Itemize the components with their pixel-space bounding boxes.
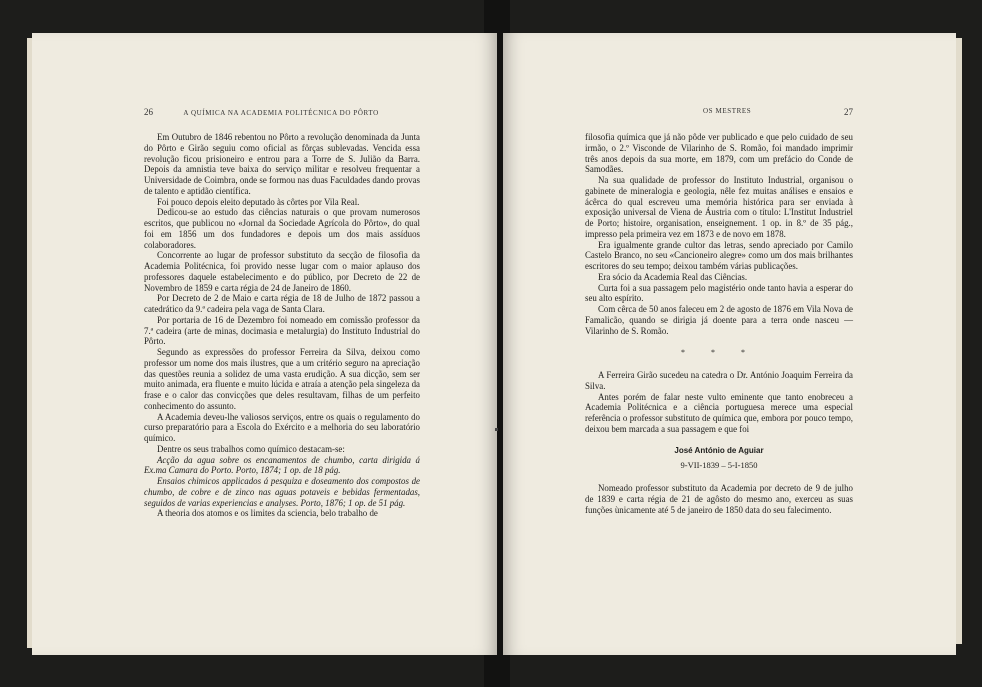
paragraph: Foi pouco depois eleito deputado às côrtes por Vila Real.: [157, 196, 360, 207]
biography-dates: 9-VII-1839 – 5-I-1850: [680, 460, 758, 471]
paragraph: Era igualmente grande cultor das letras, sendo apreciado por Camilo Castelo Branco, no seu «Cancioneiro alegre» como um dos mais brilhantes escritores do seu tempo; deixou também várias publicações.: [585, 239, 853, 271]
paragraph: Em Outubro de 1846 rebentou no Pôrto a revolução denominada da Junta do Pôrto e Girão seguiu como oficial as fôrças sublevadas. Vencida essa revolução ficou prisioneiro e entrou para a Torre de S. Julião da Barra. Depois da amnistia teve baixa do serviço militar e resolveu frequentar a Universidade de Coimbra, onde se formou nas duas Faculdades dando provas de talento e aptidão científica.: [144, 132, 420, 196]
right-running-head: OS MESTRES: [703, 107, 752, 115]
margin-mark: [495, 428, 498, 431]
paragraph: filosofia química que já não pôde ver publicado e que pelo cuidado de seu irmão, o 2.º Visconde de Vilarinho de S. Romão, foi mandado imprimir três anos depois da sua morte, em 1879, com um prefácio do Conde de Samodães.: [585, 132, 853, 175]
left-page-header: [144, 107, 379, 117]
paragraph: A Ferreira Girão sucedeu na catedra o Dr. António Joaquim Ferreira da Silva.: [585, 370, 853, 391]
left-page: [32, 33, 497, 655]
paragraph: Curta foi a sua passagem pelo magistério onde tanto havia a esperar do seu alto espírito.: [585, 282, 853, 304]
paragraph: Antes porém de falar neste vulto eminente que tanto enobreceu a Academia Politécnica e a ciência portuguesa merece uma especial referência o professor substituto de química que, embora por pouco tempo, deixou bem marcada a sua passagem e que foi: [585, 391, 853, 434]
paragraph: Por Decreto de 2 de Maio e carta régia de 18 de Julho de 1872 passou a catedrático da 9.ª cadeira pela vaga de Santa Clara.: [144, 293, 420, 314]
paragraph: Segundo as expressões do professor Ferreira da Silva, deixou como professor um nome dos mais ilustres, que a um critério seguro na apreciação das questões reunia a solidez de uma vasta erudição. A sua dicção, sem ser muito animada, era fluente e muito lúcida e atraía a atenção pela singeleza da frase e o calor das convicções que deles resultavam, filhas de um perfeito conhecimento do assunto.: [144, 347, 420, 411]
right-page: [503, 33, 956, 655]
left-page-body: [144, 132, 420, 519]
paragraph: Na sua qualidade de professor do Instituto Industrial, organisou o gabinete de mineralogia e geologia, nêle fez muitas análises e ensaios e ácêrca do qual escreveu uma memória histórica para ser enviada à exposição universal de Viena de Áustria com o título: L'Institut Industriel de Porto; histoire, organisation, enseignement. 1 op. in 8.º de 35 pág., impresso pela primeira vez em 1873 e de novo em 1878.: [585, 175, 853, 239]
section-separator: * * *: [681, 348, 757, 358]
right-page-number: 27: [844, 107, 853, 117]
paragraph: Nomeado professor substituto da Academia por decreto de 9 de julho de 1839 e carta régia de 21 de agôsto do mesmo ano, exerceu as suas funções ùnicamente até 5 de janeiro de 1850 data do seu falecimento.: [585, 483, 853, 515]
biography-heading: José António de Aguiar: [674, 445, 764, 455]
paragraph: Por portaria de 16 de Dezembro foi nomeado em comissão professor da 7.ª cadeira (arte de minas, docimasia e metalurgia) do Instituto Industrial do Pôrto.: [144, 314, 420, 347]
paragraph: Dentre os seus trabalhos como químico destacam-se:: [157, 443, 345, 454]
left-page-number: 26: [144, 107, 153, 117]
right-page-body: [585, 132, 853, 515]
bibliography-entry: Acção da agua sobre os encanamentos de chumbo, carta dirigida á Ex.ma Camara do Porto. Porto, 1874; 1 op. de 18 pág.: [144, 454, 420, 476]
left-running-head: A QUÍMICA NA ACADEMIA POLITÉCNICA DO PÔRTO: [183, 109, 379, 117]
bibliography-entry: Ensaios chimicos applicados á pesquiza e doseamento dos compostos de chumbo, de cobre e de zinco nas aguas potaveis e bebidas fermentadas, seguidos de varias experiencias e analyses. Porto, 1876; 1 op. de 51 pág.: [144, 476, 420, 508]
paragraph: Com cêrca de 50 anos faleceu em 2 de agosto de 1876 em Vila Nova de Famalicão, quando se dirigia já doente para a terra onde nasceu — Vilarinho de S. Romão.: [585, 304, 853, 336]
paragraph: Dedicou-se ao estudo das ciências naturais o que provam numerosos escritos, que publicou no «Jornal da Sociedade Agrícola do Pôrto», do qual foi em 1856 um dos fundadores e depois um dos mais assíduos colaboradores.: [144, 207, 420, 250]
paragraph: A theoria dos atomos e os limites da sciencia, belo trabalho de: [157, 508, 378, 519]
paragraph: Era sócio da Academia Real das Ciências.: [598, 271, 748, 282]
paragraph: A Academia deveu-lhe valiosos serviços, entre os quais o regulamento do curso preparatório para a Escola do Exército e a melhoria do seu laboratório químico.: [144, 411, 420, 443]
paragraph: Concorrente ao lugar de professor substituto da secção de filosofia da Academia Politécnica, foi provido nesse lugar com o maior aplauso dos professores daquele estabelecimento e do público, por Decreto de 22 de Novembro de 1859 e carta régia de 24 de Janeiro de 1860.: [144, 250, 420, 293]
